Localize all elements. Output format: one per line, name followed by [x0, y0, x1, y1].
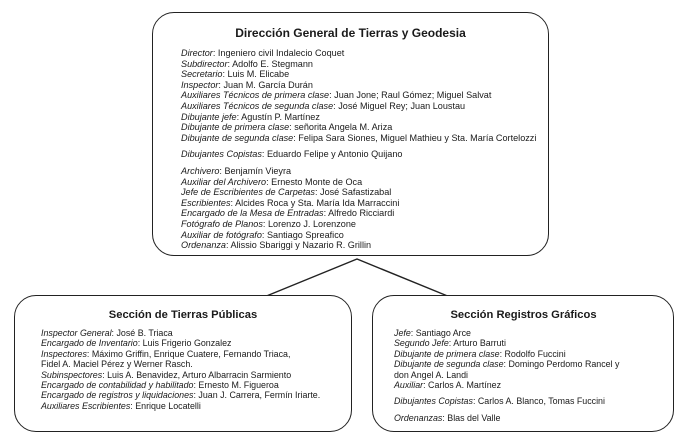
staff-separator: : [230, 197, 234, 208]
staff-separator: : [442, 412, 445, 423]
staff-role: Encargado de registros y liquidaciones [41, 390, 194, 401]
staff-separator: : [448, 338, 452, 349]
staff-separator: : [266, 176, 269, 187]
staff-names: Santiago Arce [413, 328, 471, 338]
staff-names: José B. Triaca [114, 328, 173, 338]
staff-line [41, 390, 343, 400]
staff-names: Máximo Griffin, Enrique Cuatere, Fernando Triaca, [89, 348, 291, 359]
staff-line [394, 349, 667, 359]
staff-role: Escribientes [181, 197, 231, 208]
staff-line [181, 208, 538, 219]
staff-line [41, 359, 343, 369]
staff-separator: : [130, 400, 133, 411]
staff-role: Inspector General [41, 328, 112, 338]
staff-line [394, 328, 667, 338]
staff-names: Domingo Perdomo Rancel y [506, 359, 620, 370]
staff-role: Auxiliar [394, 380, 424, 391]
registros-graficos-staff-list [394, 328, 667, 423]
staff-line [181, 177, 538, 188]
staff-line [41, 338, 343, 348]
staff-role: Dibujante de primera clase [181, 122, 290, 133]
staff-names: José Miguel Rey; Juan Loustau [335, 100, 466, 111]
staff-names: Alissio Sbariggi y Nazario R. Grillin [228, 240, 372, 251]
staff-separator: : [499, 348, 503, 359]
staff-names: José Safastizabal [317, 187, 392, 198]
registros-graficos-title: Sección Registros Gráficos [450, 309, 597, 321]
staff-line [181, 48, 538, 59]
staff-names: Ernesto M. Figueroa [195, 380, 279, 391]
staff-line [181, 122, 538, 133]
staff-separator: : [219, 165, 222, 176]
staff-separator: : [410, 328, 414, 338]
staff-names: Carlos A. Martínez [425, 380, 502, 391]
staff-separator: : [472, 396, 476, 407]
staff-names: Benjamín Vieyra [221, 165, 292, 176]
staff-separator: : [314, 187, 318, 198]
staff-line [394, 413, 667, 423]
staff-names: Juan Jone; Raul Gómez; Miguel Salvat [331, 90, 492, 101]
staff-role: Inspectores [41, 348, 87, 359]
staff-names: Eduardo Felipe y Antonio Quijano [264, 149, 403, 160]
staff-line [181, 149, 538, 160]
staff-separator: : [227, 58, 231, 69]
staff-line [181, 69, 538, 80]
staff-names: Alcides Roca y Sta. María Ida Marraccini [233, 197, 400, 208]
staff-role: Auxiliares Técnicos de segunda clase [181, 100, 334, 111]
staff-names: don Angel A. Landi [394, 369, 469, 380]
staff-line [41, 401, 343, 411]
staff-role: Dibujante jefe [181, 111, 237, 122]
direccion-general-box [152, 12, 549, 256]
staff-role: Ordenanzas [394, 412, 443, 423]
staff-names: Blas del Valle [444, 412, 501, 423]
staff-separator: : [262, 218, 266, 229]
tierras-publicas-title: Sección de Tierras Públicas [108, 309, 258, 321]
staff-line [394, 380, 667, 390]
staff-role: Subinspectores [41, 369, 103, 380]
staff-role: Subdirector [181, 58, 228, 69]
staff-line [394, 338, 667, 348]
staff-separator: : [261, 149, 265, 160]
staff-line [181, 187, 538, 198]
staff-names: Fidel A. Maciel Pérez y Werner Rasch. [41, 359, 193, 370]
staff-role: Secretario [181, 69, 223, 80]
staff-separator: : [503, 359, 507, 370]
staff-separator: : [289, 122, 292, 133]
staff-role: Archivero [181, 165, 220, 176]
staff-line [181, 59, 538, 70]
staff-names: Rodolfo Fuccini [502, 348, 566, 359]
staff-separator: : [86, 348, 90, 359]
staff-line [181, 166, 538, 177]
direccion-general-staff-list [181, 48, 538, 251]
staff-role: Jefe de Escribientes de Carpetas [181, 187, 315, 198]
staff-line [41, 328, 343, 338]
staff-separator: : [111, 328, 115, 338]
staff-names: Arturo Barruti [451, 338, 506, 349]
staff-line [181, 230, 538, 241]
staff-line [41, 370, 343, 380]
tierras-publicas-box [14, 295, 352, 432]
staff-line [181, 112, 538, 123]
staff-names: Felipa Sara Siones, Miguel Mathieu y Sta. María Cortelozzi [295, 132, 537, 143]
staff-role: Dibujante de segunda clase [394, 359, 504, 370]
staff-separator: : [137, 338, 141, 349]
staff-role: Auxiliar del Archivero [181, 176, 267, 187]
staff-separator: : [102, 369, 105, 380]
tierras-publicas-staff-list [41, 328, 343, 411]
staff-separator: : [293, 132, 296, 143]
staff-line [41, 349, 343, 359]
staff-role: Encargado de contabilidad y habilitado [41, 380, 194, 391]
staff-names: Luis A. Benavidez, Arturo Albarracin Sarmiento [104, 369, 292, 380]
staff-role: Director [181, 48, 213, 58]
staff-line [181, 219, 538, 230]
staff-role: Auxiliares Técnicos de primera clase [181, 90, 330, 101]
staff-role: Auxiliares Escribientes [41, 400, 131, 411]
staff-role: Jefe [394, 328, 411, 338]
staff-line [181, 133, 538, 144]
staff-line [181, 240, 538, 251]
staff-separator: : [261, 229, 265, 240]
staff-names: Lorenzo J. Lorenzone [265, 218, 356, 229]
staff-role: Inspector [181, 79, 219, 90]
staff-separator: : [226, 240, 229, 251]
staff-role: Dibujantes Copistas [181, 149, 262, 160]
staff-role: Dibujantes Copistas [394, 396, 473, 407]
staff-line [181, 198, 538, 209]
staff-names: Juan M. García Durán [220, 79, 313, 90]
staff-names: señorita Angela M. Ariza [291, 122, 393, 133]
staff-names: Agustín P. Martínez [239, 111, 320, 122]
staff-names: Alfredo Ricciardi [326, 208, 395, 219]
staff-names: Luis M. Elicabe [224, 69, 290, 80]
staff-names: Carlos A. Blanco, Tomas Fuccini [475, 396, 605, 407]
connector-line [264, 259, 450, 297]
staff-role: Dibujante de primera clase [394, 348, 500, 359]
staff-separator: : [329, 90, 332, 101]
staff-role: Dibujante de segunda clase [181, 132, 294, 143]
staff-line [181, 90, 538, 101]
staff-separator: : [423, 380, 426, 391]
staff-role: Segundo Jefe [394, 338, 449, 349]
staff-separator: : [236, 111, 240, 122]
direccion-general-title: Dirección General de Tierras y Geodesia [235, 26, 466, 40]
staff-role: Auxiliar de fotógrafo [181, 229, 262, 240]
staff-names: Ernesto Monte de Oca [268, 176, 363, 187]
staff-separator: : [323, 208, 327, 219]
staff-names: Enrique Locatelli [132, 400, 201, 411]
staff-line [181, 101, 538, 112]
staff-names: Adolfo E. Stegmann [230, 58, 313, 69]
staff-line [181, 80, 538, 91]
staff-names: Luis Frigerio Gonzalez [140, 338, 232, 349]
staff-separator: : [193, 380, 196, 391]
staff-separator: : [333, 100, 336, 111]
staff-names: Ingeniero civil Indalecio Coquet [215, 48, 345, 58]
registros-graficos-box [372, 295, 674, 432]
staff-separator: : [218, 79, 221, 90]
staff-line [394, 359, 667, 369]
staff-role: Ordenanza [181, 240, 226, 251]
staff-line [41, 380, 343, 390]
staff-separator: : [212, 48, 216, 58]
staff-names: Juan J. Carrera, Fermín Iriarte. [195, 390, 321, 401]
staff-names: Santiago Spreafico [264, 229, 344, 240]
staff-separator: : [193, 390, 196, 401]
staff-role: Encargado de la Mesa de Entradas [181, 208, 324, 219]
staff-line [394, 370, 667, 380]
staff-role: Encargado de Inventario [41, 338, 138, 349]
staff-separator: : [222, 69, 225, 80]
staff-role: Fotógrafo de Planos [181, 218, 263, 229]
staff-line [394, 396, 667, 406]
